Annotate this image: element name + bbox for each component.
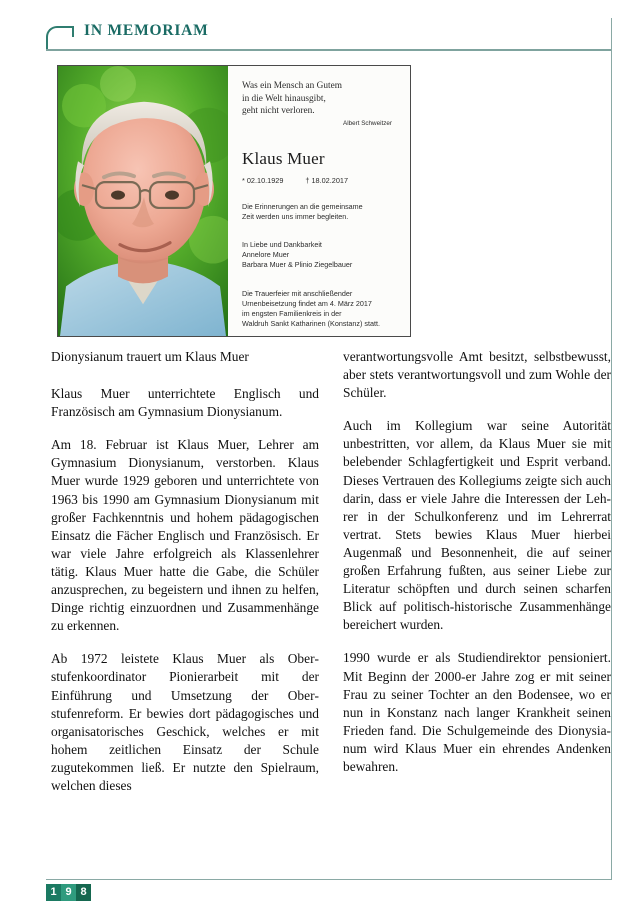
birth-date: * 02.10.1929 — [242, 175, 284, 185]
right-paragraph-2: Auch im Kollegium war seine Autorität unbestritten, vor allem, da Klaus Muer sie mit belebender Schlagfertigkeit und Esprit verband. Dieses Vertrauen des Kollegiums zeigte sich auch darin, dass er viele Jahre die Interessen der Lehrer in der Schulkonferenz und im Lehrerrat vertrat. Stets bewies Klaus Muer hierbei Augenmaß und Besonnenheit, die auf seiner großen Erfahrung fußten, aus seiner Liebe zur Literatur schöpften und durch seinen scharfen Blick auf politisch-historische Zusammenhänge bereichert wurden. — [343, 418, 611, 633]
life-dates — [242, 176, 400, 185]
family-block — [242, 240, 400, 270]
right-paragraph-3: 1990 wurde er als Studiendirektor pensioniert. Mit Beginn der 2000-er Jahre zog er mit seiner Frau zu seiner Tochter an den Bodensee, wo er nun in Konstanz nach langer Krankheit seinen Frieden fand. Die Schulgemeinde des Dionysianum wird Klaus Muer ein ehrendes Andenken bewahren. — [343, 650, 611, 774]
remembrance-line-1: Die Erinnerungen an die gemeinsame — [242, 201, 363, 211]
funeral-block — [242, 289, 400, 329]
left-paragraph-1: Klaus Muer unterrichtete Englisch und Französisch am Gymnasium Dionysianum. — [51, 386, 319, 420]
funeral-line-1: Die Trauerfeier mit anschließender — [242, 288, 353, 298]
article-lede: Dionysianum trauert um Klaus Muer — [51, 349, 249, 364]
remembrance-line-2: Zeit werden uns immer begleiten. — [242, 211, 349, 221]
funeral-line-2: Urnenbeisetzung findet am 4. März 2017 — [242, 298, 372, 308]
page-digit-1: 1 — [46, 884, 61, 901]
funeral-line-4: Waldruh Sankt Katharinen (Konstanz) statt. — [242, 318, 380, 328]
left-column — [51, 348, 319, 795]
right-paragraph-1: verantwortungsvolle Amt besitzt, selbstbewusst, aber stets verantwortungsvoll und zum Wohle der Schüler. — [343, 349, 611, 401]
portrait-photo — [58, 66, 228, 336]
quote-line-2: in die Welt hinausgibt, — [242, 93, 326, 104]
section-header — [46, 22, 612, 52]
bracket-ornament-icon — [46, 26, 74, 50]
death-date: † 18.02.2017 — [305, 175, 348, 185]
remembrance-block — [242, 202, 400, 222]
page-edge-rule — [611, 18, 612, 880]
quote-line-1: Was ein Mensch an Gutem — [242, 81, 342, 91]
page-number — [46, 884, 91, 901]
left-paragraph-3: Ab 1972 leistete Klaus Muer als Oberstufenkoordinator Pionierarbeit mit der Einführung und Umsetzung der Oberstufenreform. Er bewies dort pädagogisches und organisatorisches Geschick, welches er mit hohem zeitlichen Einsatz der Schule zugutekommen ließ. Er nutzte den Spielraum, welchen dieses — [51, 651, 319, 793]
right-column — [343, 348, 611, 776]
quote-line-3: geht nicht verloren. — [242, 106, 315, 116]
article-body — [51, 348, 611, 868]
quote-author: Albert Schweitzer — [343, 119, 392, 127]
memorial-card-text — [228, 66, 410, 336]
memorial-card — [57, 65, 411, 337]
family-line-2: Annelore Muer — [242, 249, 290, 259]
page-digit-3: 8 — [76, 884, 91, 901]
header-divider — [46, 49, 612, 51]
memorial-quote — [242, 80, 400, 118]
left-paragraph-2: Am 18. Februar ist Klaus Muer, Lehrer am Gymnasium Dionysianum, verstorben. Klaus Muer wurde 1929 geboren und unterrichtete von 1963 bis 1990 am Gymnasium Dionysianum mit großer Fachkenntnis und hohem pädagogischen Einsatz die Fächer Englisch und Französisch. Er war viele Jahre erfolgreich als Klassenlehrer tätig. Klaus Muer hatte die Gabe, die Schüler anzusprechen, zu begeistern und ihnen zu helfen, Dinge richtig einzuordnen und Zusammenhänge zu erkennen. — [51, 437, 319, 634]
deceased-name: Klaus Muer — [242, 148, 325, 168]
page-digit-2: 9 — [61, 884, 76, 901]
funeral-line-3: im engsten Familienkreis in der — [242, 308, 342, 318]
family-line-3: Barbara Muer & Plinio Ziegelbauer — [242, 259, 353, 269]
family-line-1: In Liebe und Dankbarkeit — [242, 239, 322, 249]
footer-divider — [46, 879, 612, 880]
page-title: IN MEMORIAM — [84, 22, 209, 39]
